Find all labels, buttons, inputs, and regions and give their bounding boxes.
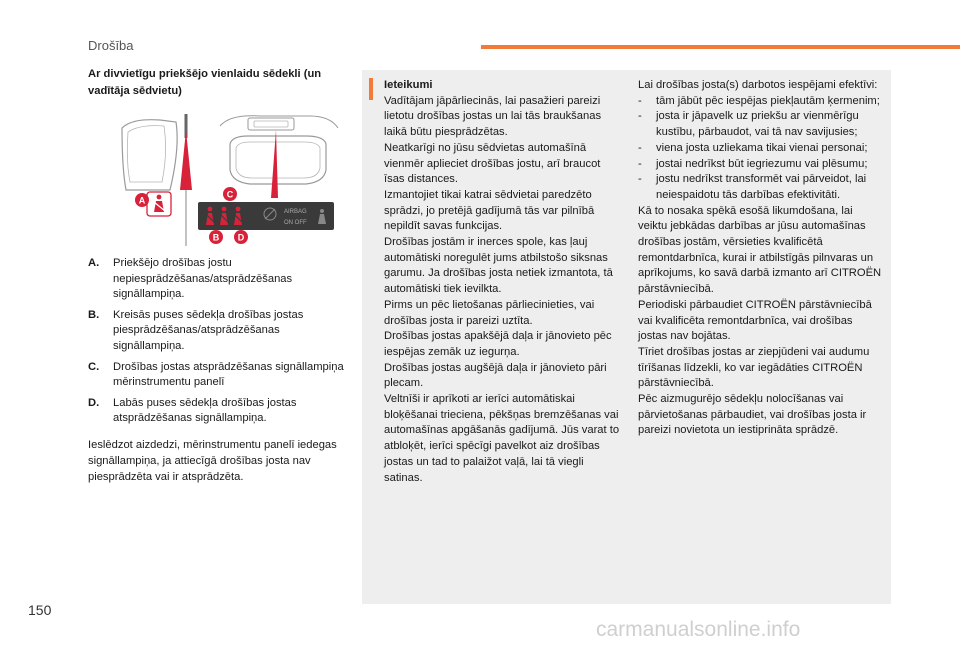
legend-key: A. <box>88 257 100 269</box>
legend-key: D. <box>88 396 100 409</box>
advice-intro: Lai drošības josta(s) darbotos iespējami efektīvi: <box>638 79 878 91</box>
callout-c <box>223 187 237 201</box>
legend-text: Kreisās puses sēdekļa drošības jostas piesprādzēšanas/atsprādzēšanas signāllampiņa. <box>113 308 304 352</box>
dashboard-illustration <box>120 108 340 248</box>
bullet-text: viena josta uzliekama tikai vienai personai; <box>656 141 868 154</box>
legend-item-a <box>88 256 350 303</box>
legend-item-d <box>88 396 350 427</box>
bullet-text: jostu nedrīkst transformēt vai pārveidot, lai neiespaidotu tās darbības efektivitāti. <box>656 173 867 201</box>
legend-text: Priekšējo drošības jostu nepiesprādzēšanas/atsprādzēšanas signāllampiņa. <box>113 257 293 301</box>
bullet-dash: - <box>638 141 642 154</box>
left-column <box>88 66 350 100</box>
bullet-dash: - <box>638 110 642 123</box>
advice-line: Drošības jostām ir inerces spole, kas ļauj automātiski noregulēt jums atbilstošo siksnas garumu. Ja drošības josta netiek izmantota, tā automātiski tiek ievilkta. <box>384 236 613 296</box>
advice-column-1 <box>384 78 624 486</box>
advice-paragraph: Tīriet drošības jostas ar ziepjūdeni vai audumu tīrīšanas līdzekli, ko var iegādāties CITROËN pārstāvniecībā. <box>638 345 870 390</box>
advice-paragraph: Pēc aizmugurējo sēdekļu nolocīšanas vai pārvietošanas pārbaudiet, vai drošības josta ir pareizi novietota un iestiprināta sprādzē. <box>638 393 867 437</box>
watermark: carmanualsonline.info <box>596 618 801 641</box>
advice-line: Pirms un pēc lietošanas pārliecinieties, vai drošības josta ir pareizi uztīta. <box>384 298 595 327</box>
section-heading: Ar divvietīgu priekšējo vienlaidu sēdekli (un vadītāja sēdvietu) <box>88 68 322 97</box>
advice-paragraph: Periodiski pārbaudiet CITROËN pārstāvniecībā vai kvalificēta remontdarbnīca, vai drošības jostas nav bojātas. <box>638 298 872 343</box>
bullet-dash: - <box>638 173 642 186</box>
advice-paragraph: Kā to nosaka spēkā esošā likumdošana, lai veiktu jebkādas darbības ar jūsu automašīnas drošības jostām, vērsieties kvalificētā remontdarbnīca, kurai ir atbilstīgās pilnvaras un aprīkojums, ko savā darbā izmanto arī CITROËN pārstāvniecībā. <box>638 204 882 296</box>
legend-item-b <box>88 308 350 355</box>
bullet-dash: - <box>638 94 642 107</box>
bullet-text: josta ir jāpavelk uz priekšu ar vienmērīgu kustību, pārbaudot, vai tā nav savijusies; <box>656 110 859 139</box>
legend-text: Drošības jostas atsprādzēšanas signāllampiņa mērinstrumentu panelī <box>113 360 344 389</box>
legend-item-c <box>88 360 350 391</box>
on-off-label: ON OFF <box>284 220 307 226</box>
bullet-item <box>638 94 882 110</box>
advice-line: Drošības jostas augšējā daļa ir jānovieto pāri plecam. <box>384 361 607 390</box>
instrument-cluster <box>122 114 186 246</box>
advice-column-2 <box>638 78 882 439</box>
callout-legend <box>88 256 350 432</box>
advice-line: Veltnīši ir aprīkoti ar ierīci automātiskai bloķēšanai trieciena, pēkšņas bremzēšanas vai automašīnas apgāšanās gadījumā. Jūs varat to atbloķēt, ierīci spēcīgi pavelkot aiz drošības jostas un tad to palaižot vaļā, lai tā viegli satinas. <box>384 393 620 484</box>
advice-accent-stripe <box>369 78 373 100</box>
legend-key: B. <box>88 308 100 321</box>
overhead-console <box>220 116 338 198</box>
svg-text:B: B <box>212 232 220 243</box>
seatbelt-lamp-a <box>147 192 171 216</box>
airbag-label: AIRBAG <box>284 209 307 215</box>
advice-title: Ieteikumi <box>384 79 433 91</box>
legend-key: C. <box>88 360 100 373</box>
bullet-item <box>638 109 882 140</box>
section-title: Drošība <box>88 38 134 53</box>
seatbelt-lamp-panel <box>198 202 334 230</box>
advice-line: Neatkarīgi no jūsu sēdvietas automašīnā vienmēr aplieciet drošības jostu, arī braucot īsas distances. <box>384 141 601 186</box>
bullet-text: tām jābūt pēc iespējas piekļautām ķermenim; <box>656 94 880 107</box>
header-accent-bar <box>481 45 960 49</box>
intro-paragraph: Ieslēdzot aizdedzi, mērinstrumentu panelī iedegas signāllampiņa, ja attiecīgā drošības josta nav piesprādzēta vai ir atsprādzēta. <box>88 439 337 483</box>
page-number: 150 <box>28 602 52 618</box>
advice-line: Vadītājam jāpārliecinās, lai pasažieri pareizi lietotu drošības jostas un lai tās braukšanas laikā būtu piesprādzētas. <box>384 94 602 139</box>
advice-line: Izmantojiet tikai katrai sēdvietai paredzēto sprādzi, jo pretējā gadījumā tās var pilnībā nepildīt savas funkcijas. <box>384 188 595 233</box>
bullet-text: jostai nedrīkst būt iegriezumu vai plēsumu; <box>656 157 868 170</box>
svg-text:A: A <box>138 195 146 206</box>
bullet-item <box>638 157 882 173</box>
callout-d <box>234 230 248 244</box>
callout-a <box>135 193 149 207</box>
svg-text:C: C <box>226 189 234 200</box>
advice-line: Drošības jostas apakšējā daļa ir jānovieto pēc iespējas zemāk uz iegurņa. <box>384 330 612 358</box>
callout-b <box>209 230 223 244</box>
legend-text: Labās puses sēdekļa drošības jostas atsprādzēšanas signāllampiņa. <box>113 396 297 425</box>
svg-text:D: D <box>237 232 245 243</box>
bullet-dash: - <box>638 157 642 170</box>
bullet-item <box>638 172 882 203</box>
bullet-item <box>638 141 882 157</box>
